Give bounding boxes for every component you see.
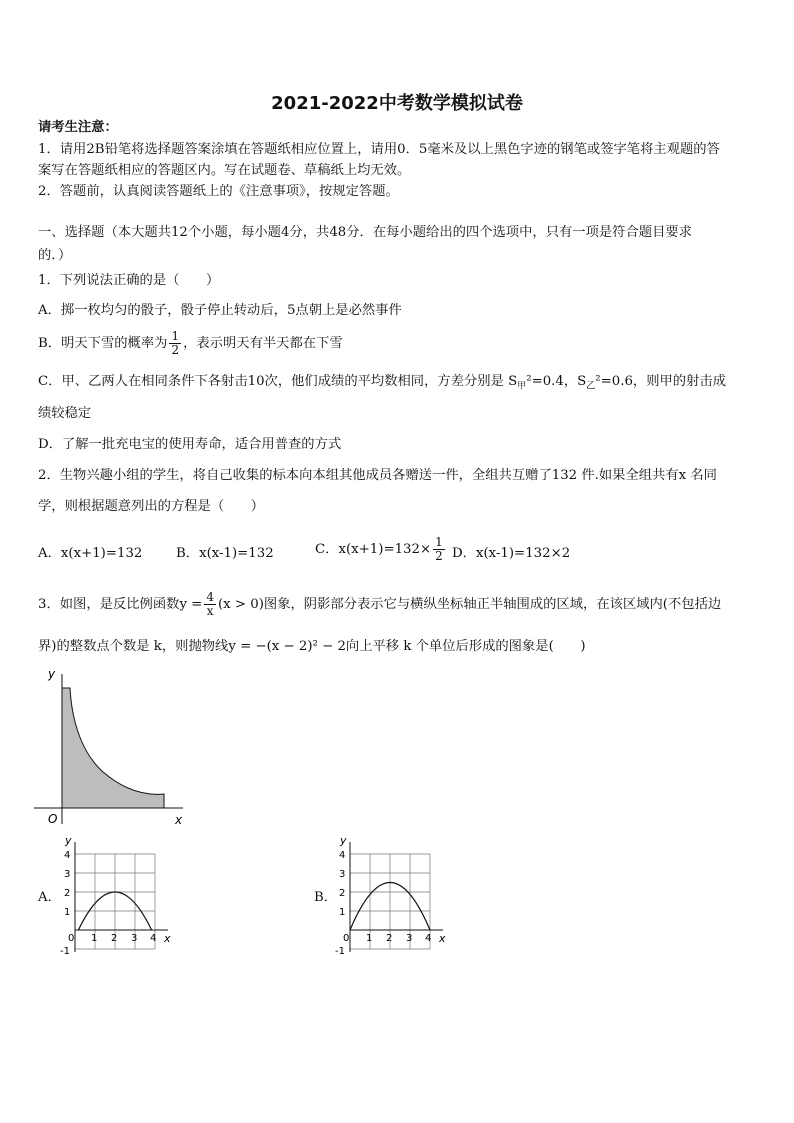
tick-label: 3 <box>131 933 138 944</box>
fraction-denominator: x <box>206 604 214 618</box>
q1-stem: 1．下列说法正确的是（ ） <box>38 273 220 288</box>
fraction-numerator: 1 <box>435 535 443 549</box>
tick-label: 0 <box>68 933 75 944</box>
tick-label: 4 <box>339 850 346 861</box>
q1-option-a: A．掷一枚均匀的骰子，骰子停止转动后，5点朝上是必然事件 <box>38 303 402 318</box>
tick-label: 0 <box>343 933 350 944</box>
section-heading: 一、选择题（本大题共12个小题，每小题4分，共48分．在每小题给出的四个选项中，只有一项是符合题目要求 <box>38 225 692 240</box>
tick-label: 2 <box>386 933 393 944</box>
x-tick-labels <box>343 933 431 944</box>
x-axis-label: x <box>175 813 183 827</box>
q3-stem <box>38 591 721 618</box>
q1-option-c-text-mid: ²=0.4，S <box>526 374 587 389</box>
tick-label: 4 <box>425 933 432 944</box>
tick-label: 3 <box>406 933 413 944</box>
fraction-numerator: 4 <box>206 590 214 604</box>
x-tick-labels <box>68 933 156 944</box>
q3-option-a-graph <box>58 832 183 960</box>
fraction <box>433 536 445 563</box>
fraction-numerator: 1 <box>171 329 180 343</box>
tick-label: 1 <box>91 933 98 944</box>
y-axis-label: y <box>340 834 347 847</box>
q3-parabola-equation: y = −(x − 2)² − 2 <box>228 639 346 654</box>
q1-option-b-text: B．明天下雪的概率为 <box>38 336 168 351</box>
fraction-denominator: 2 <box>435 549 443 563</box>
fraction <box>204 591 216 618</box>
q1-option-c <box>38 374 726 395</box>
notice-line-2: 2．答题前，认真阅读答题纸上的《注意事项》，按规定答题。 <box>38 184 399 199</box>
q3-function-condition: (x > 0) <box>217 597 264 612</box>
q3-stem-text: 3．如图，是反比例函数 <box>38 597 180 612</box>
q3-reciprocal-figure <box>28 664 203 830</box>
tick-label: -1 <box>60 946 70 957</box>
tick-label: 2 <box>339 888 346 899</box>
q3-option-a-label: A． <box>38 890 61 905</box>
q3-stem-text-end: 图象，阴影部分表示它与横纵坐标轴正半轴围成的区域，在该区域内(不包括边 <box>263 597 722 612</box>
q1-option-b-text-end: ，表示明天有半天都在下雪 <box>183 336 343 351</box>
q2-option-d: D．x(x-1)=132×2 <box>452 546 571 561</box>
q3-option-b-label: B． <box>314 890 338 905</box>
origin-label: O <box>48 812 58 826</box>
x-axis-label: x <box>439 932 446 945</box>
tick-label: 2 <box>64 888 71 899</box>
tick-label: 3 <box>64 869 71 880</box>
q3-stem-cont-end: 向上平移 k 个单位后形成的图象是( ) <box>345 639 586 654</box>
tick-label: 2 <box>111 933 118 944</box>
fraction-denominator: 2 <box>171 343 180 357</box>
notice-line-1-cont: 案写在答题纸相应的答题区内。写在试题卷、草稿纸上均无效。 <box>38 163 411 178</box>
q3-option-b-graph <box>333 832 458 960</box>
q3-function-lhs: y = <box>179 597 203 612</box>
subscript: 甲 <box>517 381 527 392</box>
q1-option-c-cont: 绩较稳定 <box>38 406 92 421</box>
tick-label: 1 <box>64 907 71 918</box>
subscript: 乙 <box>586 381 596 392</box>
q2-stem: 2．生物兴趣小组的学生，将自己收集的标本向本组其他成员各赠送一件，全组共互赠了132 件.如果全组共有x 名同 <box>38 468 717 483</box>
notice-line-1: 1．请用2B铅笔将选择题答案涂填在答题纸相应位置上，请用0．5毫米及以上黑色字迹的钢笔或签字笔将主观题的答 <box>38 142 720 157</box>
shaded-region <box>62 688 164 808</box>
q1-option-d: D．了解一批充电宝的使用寿命，适合用普查的方式 <box>38 437 342 452</box>
section-heading-cont: 的．） <box>38 248 72 263</box>
q3-stem-cont <box>38 639 586 655</box>
y-axis-label: y <box>65 834 72 847</box>
q2-stem-cont: 学，则根据题意列出的方程是（ ） <box>38 499 265 514</box>
q2-option-c <box>315 536 447 563</box>
q2-option-c-text: C．x(x+1)=132× <box>315 542 432 557</box>
notice-heading: 请考生注意： <box>38 120 118 135</box>
q1-option-c-text: C．甲、乙两人在相同条件下各射击10次，他们成绩的平均数相同，方差分别是 S <box>38 374 518 389</box>
tick-label: 4 <box>150 933 157 944</box>
q2-option-b: B．x(x-1)=132 <box>176 546 274 561</box>
y-axis-label: y <box>48 667 56 681</box>
q2-option-a: A．x(x+1)=132 <box>38 546 143 561</box>
tick-label: 1 <box>339 907 346 918</box>
x-axis-label: x <box>164 932 171 945</box>
fraction <box>169 330 181 357</box>
q1-option-c-text-end: ²=0.6，则甲的射击成 <box>595 374 726 389</box>
q3-stem-cont-text: 界)的整数点个数是 k，则抛物线 <box>38 639 229 654</box>
tick-label: 3 <box>339 869 346 880</box>
q1-option-b <box>38 330 343 357</box>
tick-label: 1 <box>366 933 373 944</box>
tick-label: -1 <box>335 946 345 957</box>
page-title: 2021-2022中考数学模拟试卷 <box>271 93 523 114</box>
tick-label: 4 <box>64 850 71 861</box>
